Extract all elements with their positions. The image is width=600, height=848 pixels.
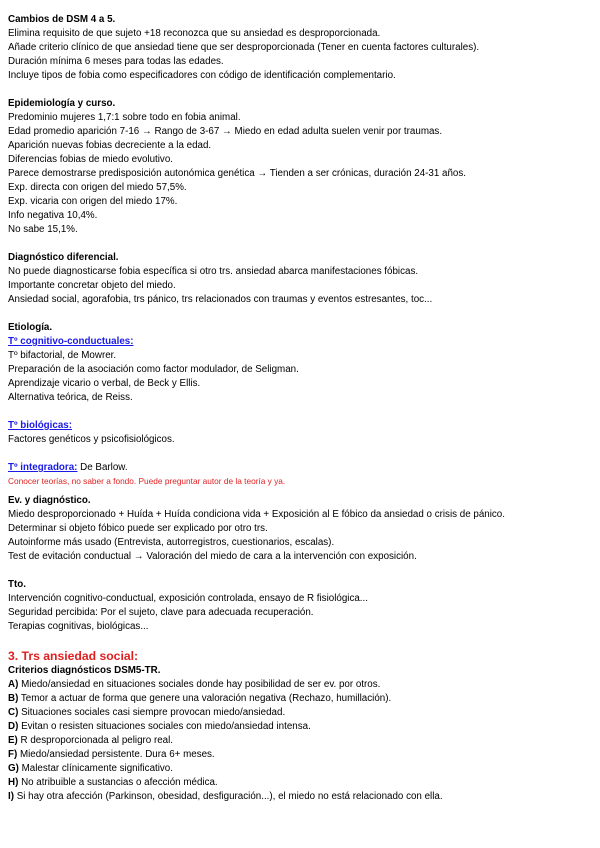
criterion-item	[8, 706, 600, 720]
treatment-line: Seguridad percibida: Por el sujeto, clave para adecuada recuperación.	[8, 607, 314, 618]
cognitive-theories-heading: Tº cognitivo-conductuales:	[8, 336, 134, 347]
epidemiology-line: Exp. directa con origen del miedo 57,5%.	[8, 182, 187, 193]
criterion-letter: B)	[8, 693, 19, 704]
differential-heading: Diagnóstico diferencial.	[8, 252, 119, 263]
criterion-letter: E)	[8, 735, 18, 746]
evaluation-heading: Ev. y diagnóstico.	[8, 495, 91, 506]
spacer	[8, 487, 600, 494]
dsm-changes-heading: Cambios de DSM 4 a 5.	[8, 14, 116, 25]
criterion-text: Miedo/ansiedad en situaciones sociales donde hay posibilidad de ser ev. por otros.	[18, 679, 381, 690]
criterion-text: Si hay otra afección (Parkinson, obesidad, desfiguración...), el miedo no está relacionado con ella.	[13, 791, 443, 802]
spacer	[8, 405, 600, 419]
dsm-changes-line: Añade criterio clínico de que ansiedad tiene que ser desproporcionada (Tener en cuenta factores culturales).	[8, 42, 480, 53]
criterion-text: Situaciones sociales casi siempre provocan miedo/ansiedad.	[18, 707, 286, 718]
etiology-heading: Etiología.	[8, 322, 53, 333]
integrative-theory-author: De Barlow.	[77, 462, 128, 473]
spacer	[8, 83, 600, 97]
epidemiology-line: Predominio mujeres 1,7:1 sobre todo en fobia animal.	[8, 112, 241, 123]
criterion-item	[8, 720, 600, 734]
epidemiology-line: Edad promedio aparición 7-16 → Rango de 3-67 → Miedo en edad adulta suelen venir por traumas.	[8, 126, 443, 137]
cognitive-theory-line: Alternativa teórica, de Reiss.	[8, 392, 133, 403]
spacer	[8, 564, 600, 578]
spacer	[8, 447, 600, 461]
evaluation-line: Autoinforme más usado (Entrevista, autorregistros, cuestionarios, escalas).	[8, 537, 335, 548]
integrative-theory-heading: Tº integradora:	[8, 462, 78, 473]
differential-line: No puede diagnosticarse fobia específica si otro trs. ansiedad abarca manifestaciones fóbicas.	[8, 266, 419, 277]
criterion-letter: C)	[8, 707, 19, 718]
study-note: Conocer teorías, no saber a fondo. Puede preguntar autor de la teoría y ya.	[8, 476, 286, 486]
criterion-item	[8, 762, 600, 776]
integrative-theory-line	[8, 461, 600, 475]
criterion-letter: D)	[8, 721, 19, 732]
criterion-item	[8, 678, 600, 692]
criterion-text: Miedo/ansiedad persistente. Dura 6+ meses.	[17, 749, 215, 760]
criterion-letter: F)	[8, 749, 18, 760]
epidemiology-line: Parece demostrarse predisposición autonómica genética → Tienden a ser crónicas, duración 24-31 años.	[8, 168, 466, 179]
epidemiology-line: Exp. vicaria con origen del miedo 17%.	[8, 196, 178, 207]
criteria-heading: Criterios diagnósticos DSM5-TR.	[8, 665, 161, 676]
evaluation-line: Test de evitación conductual → Valoración del miedo de cara a la intervención con exposición.	[8, 551, 417, 562]
criterion-text: Temor a actuar de forma que genere una valoración negativa (Rechazo, humillación).	[18, 693, 392, 704]
differential-line: Ansiedad social, agorafobia, trs pánico, trs relacionados con traumas y eventos estresantes, toc...	[8, 294, 433, 305]
epidemiology-line: Diferencias fobias de miedo evolutivo.	[8, 154, 174, 165]
dsm-changes-line: Incluye tipos de fobia como especificadores con código de identificación complementario.	[8, 70, 396, 81]
epidemiology-heading: Epidemiología y curso.	[8, 98, 116, 109]
epidemiology-line: Aparición nuevas fobias decreciente a la edad.	[8, 140, 212, 151]
criterion-item	[8, 776, 600, 790]
dsm-changes-line: Elimina requisito de que sujeto +18 reconozca que su ansiedad es desproporcionada.	[8, 28, 381, 39]
criterion-item	[8, 692, 600, 706]
criterion-text: Malestar clínicamente significativo.	[18, 763, 173, 774]
evaluation-line: Determinar si objeto fóbico puede ser explicado por otro trs.	[8, 523, 268, 534]
criterion-letter: I)	[8, 791, 14, 802]
cognitive-theory-line: Tº bifactorial, de Mowrer.	[8, 350, 117, 361]
treatment-line: Intervención cognitivo-conductual, exposición controlada, ensayo de R fisiológica...	[8, 593, 368, 604]
biological-theories-heading: Tº biológicas:	[8, 420, 72, 431]
criterion-letter: A)	[8, 679, 19, 690]
spacer	[8, 634, 600, 648]
differential-line: Importante concretar objeto del miedo.	[8, 280, 176, 291]
treatment-heading: Tto.	[8, 579, 26, 590]
criterion-text: Evitan o resisten situaciones sociales con miedo/ansiedad intensa.	[18, 721, 311, 732]
evaluation-line: Miedo desproporcionado + Huída + Huída condiciona vida + Exposición al E fóbico da ansiedad o crisis de pánico.	[8, 509, 505, 520]
criterion-letter: G)	[8, 763, 19, 774]
criterion-item	[8, 748, 600, 762]
spacer	[8, 307, 600, 321]
epidemiology-line: Info negativa 10,4%.	[8, 210, 98, 221]
criterion-item	[8, 790, 600, 804]
spacer	[8, 237, 600, 251]
treatment-line: Terapias cognitivas, biológicas...	[8, 621, 149, 632]
social-anxiety-heading: 3. Trs ansiedad social:	[8, 649, 139, 663]
criterion-letter: H)	[8, 777, 19, 788]
cognitive-theory-line: Aprendizaje vicario o verbal, de Beck y Ellis.	[8, 378, 201, 389]
criteria-list	[8, 678, 600, 804]
cognitive-theory-line: Preparación de la asociación como factor modulador, de Seligman.	[8, 364, 299, 375]
dsm-changes-line: Duración mínima 6 meses para todas las edades.	[8, 56, 224, 67]
criterion-item	[8, 734, 600, 748]
epidemiology-line: No sabe 15,1%.	[8, 224, 78, 235]
criterion-text: No atribuible a sustancias o afección médica.	[18, 777, 218, 788]
biological-theory-line: Factores genéticos y psicofisiológicos.	[8, 434, 175, 445]
criterion-text: R desproporcionada al peligro real.	[17, 735, 174, 746]
